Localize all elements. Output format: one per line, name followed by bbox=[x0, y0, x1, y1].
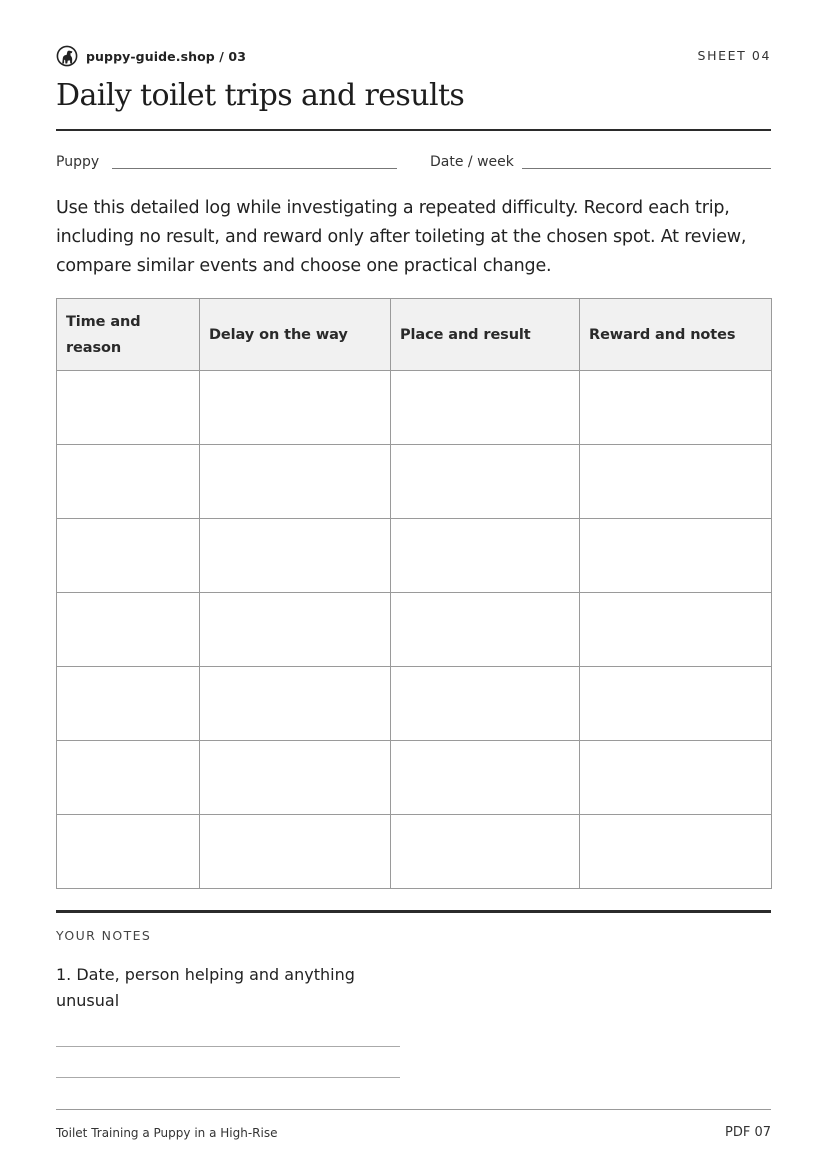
table-cell[interactable] bbox=[391, 593, 580, 667]
table-cell[interactable] bbox=[57, 741, 200, 815]
info-fields bbox=[56, 152, 771, 176]
brand-text: puppy-guide.shop / 03 bbox=[86, 48, 247, 64]
puppy-field[interactable] bbox=[112, 168, 397, 169]
sheet-number: SHEET 04 bbox=[697, 48, 771, 63]
table-cell[interactable] bbox=[580, 815, 772, 889]
notes-write-line[interactable] bbox=[56, 1077, 400, 1078]
table-cell[interactable] bbox=[580, 519, 772, 593]
table-cell[interactable] bbox=[200, 445, 391, 519]
table-row bbox=[57, 741, 772, 815]
table-cell[interactable] bbox=[57, 815, 200, 889]
notes-question: 1. Date, person helping and anything unusual bbox=[56, 965, 355, 1010]
column-header-reward-notes: Reward and notes bbox=[580, 299, 772, 371]
brand bbox=[56, 44, 246, 68]
table-cell[interactable] bbox=[391, 445, 580, 519]
notes-section-label: YOUR NOTES bbox=[56, 928, 152, 943]
table-cell[interactable] bbox=[391, 371, 580, 445]
table-row bbox=[57, 815, 772, 889]
column-header-time-reason: Time and reason bbox=[57, 299, 200, 371]
table-row bbox=[57, 593, 772, 667]
intro-text: Use this detailed log while investigating a repeated difficulty. Record each trip, including no result, and reward only after toileting at the chosen spot. At review, compare similar events and choose one practical change. bbox=[56, 198, 747, 276]
table-cell[interactable] bbox=[580, 667, 772, 741]
table-cell[interactable] bbox=[57, 667, 200, 741]
table-cell[interactable] bbox=[57, 519, 200, 593]
table-row bbox=[57, 371, 772, 445]
notes-write-line[interactable] bbox=[56, 1046, 400, 1047]
table-cell[interactable] bbox=[57, 445, 200, 519]
table-cell[interactable] bbox=[391, 667, 580, 741]
table-cell[interactable] bbox=[391, 519, 580, 593]
table-cell[interactable] bbox=[57, 593, 200, 667]
table-row bbox=[57, 519, 772, 593]
footer-guide-title: Toilet Training a Puppy in a High-Rise bbox=[56, 1126, 278, 1140]
toilet-log-table bbox=[56, 298, 772, 889]
table-row bbox=[57, 667, 772, 741]
table-cell[interactable] bbox=[57, 371, 200, 445]
puppy-label: Puppy bbox=[56, 154, 100, 170]
table-cell[interactable] bbox=[580, 371, 772, 445]
table-cell[interactable] bbox=[580, 741, 772, 815]
table-cell[interactable] bbox=[391, 741, 580, 815]
column-header-place-result: Place and result bbox=[391, 299, 580, 371]
page-title: Daily toilet trips and results bbox=[56, 78, 465, 113]
table-cell[interactable] bbox=[200, 593, 391, 667]
table-row bbox=[57, 445, 772, 519]
table-cell[interactable] bbox=[200, 741, 391, 815]
page-header bbox=[56, 44, 771, 68]
footer-divider bbox=[56, 1109, 771, 1110]
footer-pdf-number: PDF 07 bbox=[724, 1125, 771, 1140]
table-cell[interactable] bbox=[200, 815, 391, 889]
title-divider bbox=[56, 129, 771, 131]
dog-silhouette-icon bbox=[56, 45, 78, 67]
table-cell[interactable] bbox=[391, 815, 580, 889]
table-cell[interactable] bbox=[580, 593, 772, 667]
table-cell[interactable] bbox=[200, 667, 391, 741]
worksheet-page bbox=[56, 0, 771, 1170]
table-header-row bbox=[57, 299, 772, 371]
date-week-label: Date / week bbox=[430, 154, 514, 170]
date-week-field[interactable] bbox=[522, 168, 771, 169]
table-cell[interactable] bbox=[200, 371, 391, 445]
table-cell[interactable] bbox=[580, 445, 772, 519]
notes-divider bbox=[56, 910, 771, 913]
table-cell[interactable] bbox=[200, 519, 391, 593]
column-header-delay: Delay on the way bbox=[200, 299, 391, 371]
